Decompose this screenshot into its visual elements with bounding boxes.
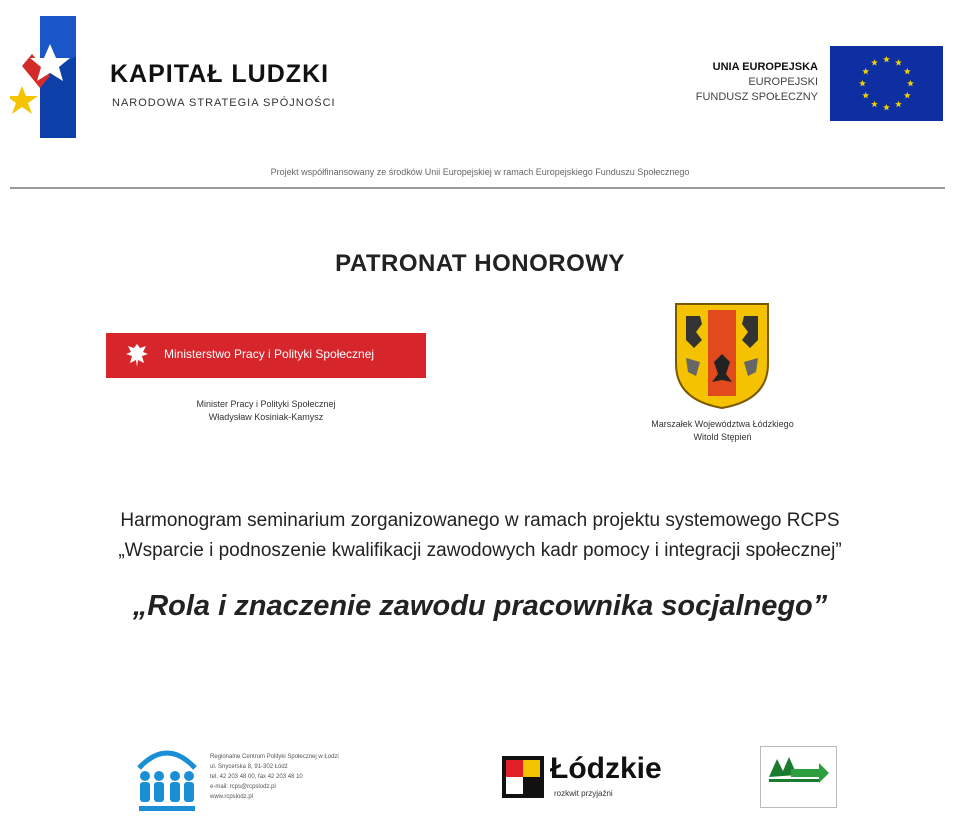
ministry-person-name: Władysław Kosiniak-Kamysz	[208, 412, 324, 422]
kapital-ludzki-title: KAPITAŁ LUDZKI	[110, 60, 330, 88]
rcps-contact	[210, 752, 455, 802]
marshal-caption	[580, 418, 865, 444]
rcps-email: e-mail: rcps@rcpslodz.pl	[210, 784, 276, 790]
partner-logo	[760, 746, 837, 808]
header-divider	[10, 187, 945, 189]
eu-star-icon	[904, 68, 911, 75]
eu-star-icon	[883, 56, 890, 63]
eu-star-icon	[907, 80, 914, 87]
eu-line-fund: FUNDUSZ SPOŁECZNY	[695, 91, 818, 103]
cofinancing-note: Projekt współfinansowany ze środków Unii Europejskiej w ramach Europejskiego Funduszu Społecznego	[270, 167, 690, 177]
lodzkie-tagline: rozkwit przyjaźni	[554, 789, 613, 798]
schedule-heading: Harmonogram seminarium zorganizowanego w ramach projektu systemowego RCPS	[120, 510, 840, 531]
ministry-person-title: Minister Pracy i Polityki Społecznej	[196, 399, 336, 409]
kapital-ludzki-logo	[10, 16, 80, 144]
ministry-logo-label: Ministerstwo Pracy i Polityki Społecznej	[164, 347, 375, 361]
eu-star-icon	[871, 59, 878, 66]
eu-stars-icon	[830, 46, 943, 121]
eu-line-union: UNIA EUROPEJSKA	[712, 61, 818, 73]
rcps-name: Regionalne Centrum Polityki Społecznej w Łodzi	[210, 754, 339, 760]
project-name: „Wsparcie i podnoszenie kwalifikacji zawodowych kadr pomocy i integracji społecznej”	[118, 540, 842, 561]
ministry-logo	[106, 333, 426, 378]
kapital-ludzki-emblem-icon	[10, 16, 80, 144]
rcps-website: www.rcpslodz.pl	[210, 794, 254, 800]
lodzkie-mark-icon	[502, 756, 544, 798]
rcps-address: ul. Snycerska 8, 91-302 Łódź	[210, 764, 288, 770]
eu-star-icon	[862, 92, 869, 99]
eu-line-european: EUROPEJSKI	[748, 76, 818, 88]
seminar-title: „Rola i znaczenie zawodu pracownika socjalnego”	[132, 590, 828, 622]
partner-logo-icon	[761, 747, 836, 791]
kapital-ludzki-subtitle: NARODOWA STRATEGIA SPÓJNOŚCI	[112, 97, 336, 109]
polish-eagle-icon	[122, 340, 152, 371]
marshal-name: Witold Stępień	[693, 432, 752, 442]
eu-text-block	[588, 60, 818, 105]
eu-flag-icon	[830, 46, 943, 121]
eu-star-icon	[859, 80, 866, 87]
eu-star-icon	[904, 92, 911, 99]
eu-star-icon	[871, 101, 878, 108]
eu-star-icon	[895, 101, 902, 108]
patronage-heading: PATRONAT HONOROWY	[335, 250, 625, 277]
lodz-voivodeship-coat-of-arms-icon	[672, 302, 772, 410]
rcps-logo-icon	[135, 742, 199, 814]
marshal-title: Marszałek Województwa Łódzkiego	[651, 419, 794, 429]
ministry-person	[106, 398, 426, 424]
eu-star-icon	[862, 68, 869, 75]
eu-star-icon	[883, 104, 890, 111]
rcps-phone: tel. 42 203 48 00, fax 42 203 48 10	[210, 774, 303, 780]
lodzkie-name: Łódzkie	[550, 752, 662, 785]
eu-star-icon	[895, 59, 902, 66]
